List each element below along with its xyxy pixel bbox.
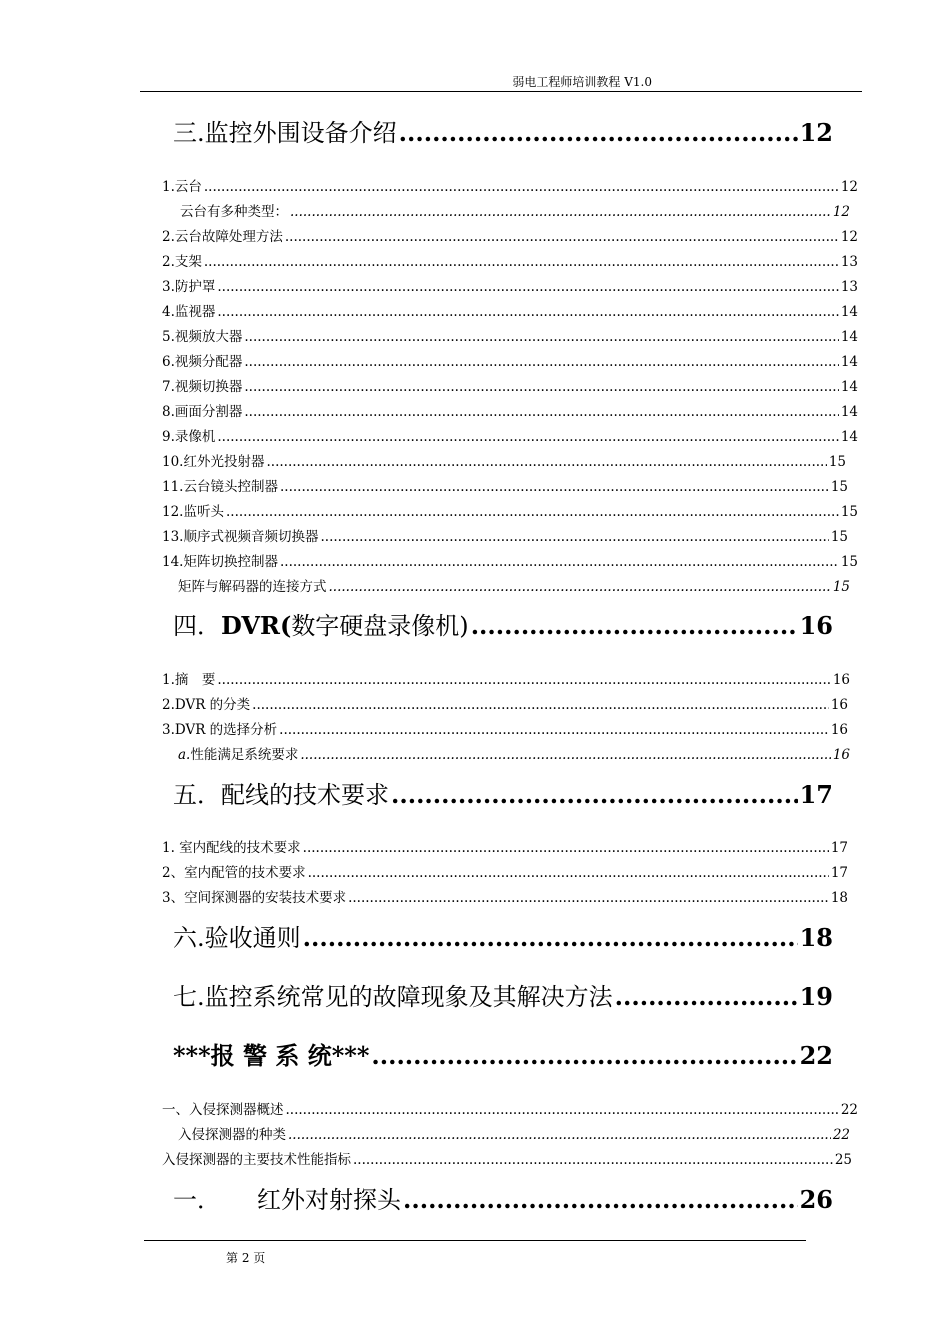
toc-heading-s3[interactable] bbox=[173, 118, 833, 148]
toc-page-number: 16 bbox=[832, 747, 850, 763]
toc-heading-rest: 数字硬盘录像机) bbox=[291, 612, 469, 640]
toc-heading-s8[interactable] bbox=[173, 1041, 833, 1071]
toc-leader bbox=[266, 453, 826, 471]
toc-item[interactable] bbox=[162, 428, 858, 446]
toc-leader bbox=[308, 864, 829, 882]
toc-heading-prefix: 四． bbox=[173, 612, 221, 640]
toc-item-title: 4.监视器 bbox=[162, 304, 216, 320]
toc-leader bbox=[399, 118, 798, 148]
toc-leader bbox=[226, 503, 839, 521]
toc-item-title: 2.DVR 的分类 bbox=[162, 697, 251, 713]
toc-leader bbox=[285, 228, 839, 246]
toc-page-number: 14 bbox=[840, 329, 858, 345]
toc-item[interactable] bbox=[162, 303, 858, 321]
toc-page-number: 15 bbox=[840, 554, 858, 570]
toc-heading-s6[interactable] bbox=[173, 923, 833, 953]
toc-page-number: 12 bbox=[840, 229, 858, 245]
toc-leader bbox=[391, 780, 798, 810]
toc-leader bbox=[217, 278, 838, 296]
toc-page-number: 14 bbox=[840, 379, 858, 395]
toc-item-title: 入侵探测器的主要技术性能指标 bbox=[162, 1152, 351, 1168]
toc-page-number: 14 bbox=[840, 429, 858, 445]
toc-item-title: 2、室内配管的技术要求 bbox=[162, 865, 306, 881]
toc-leader bbox=[286, 1101, 839, 1119]
toc-leader bbox=[300, 746, 830, 764]
toc-item-title: 6.视频分配器 bbox=[162, 354, 243, 370]
toc-item-title: 12.监听头 bbox=[162, 504, 224, 520]
toc-page-number: 22 bbox=[840, 1102, 858, 1118]
toc-heading-title: 六.验收通则 bbox=[173, 924, 301, 952]
toc-leader bbox=[280, 553, 839, 571]
toc-heading-title: 一． 红外对射探头 bbox=[173, 1186, 401, 1214]
toc-item[interactable] bbox=[162, 721, 848, 739]
toc-item-title: 11.云台镜头控制器 bbox=[162, 479, 278, 495]
toc-heading-title: 七.监控系统常见的故障现象及其解决方法 bbox=[173, 983, 613, 1011]
toc-leader bbox=[217, 671, 830, 689]
page-footer: 第 2 页 bbox=[226, 1251, 266, 1265]
toc-subitem[interactable] bbox=[178, 578, 850, 596]
toc-item-title: 一、入侵探测器概述 bbox=[162, 1102, 284, 1118]
toc-leader bbox=[204, 178, 839, 196]
toc-page-number: 15 bbox=[830, 479, 848, 495]
toc-item[interactable] bbox=[162, 889, 848, 907]
toc-page-number: 17 bbox=[830, 840, 848, 856]
toc-item-title: 5.视频放大器 bbox=[162, 329, 243, 345]
toc-leader bbox=[303, 839, 829, 857]
toc-heading-title: 三.监控外围设备介绍 bbox=[173, 119, 397, 147]
toc-page-number: 26 bbox=[799, 1185, 833, 1214]
toc-page-number: 15 bbox=[832, 579, 850, 595]
toc-page-number: 18 bbox=[799, 923, 833, 952]
toc-heading-title: ***报 警 系 统*** bbox=[173, 1041, 370, 1070]
toc-page-number: 12 bbox=[799, 118, 833, 147]
toc-item-title: 1. 室内配线的技术要求 bbox=[162, 840, 301, 856]
toc-subitem[interactable] bbox=[178, 746, 850, 764]
toc-item[interactable] bbox=[162, 503, 858, 521]
toc-item[interactable] bbox=[162, 353, 858, 371]
toc-item[interactable] bbox=[162, 378, 858, 396]
toc-item-prefix: a. bbox=[178, 747, 191, 763]
toc-leader bbox=[217, 303, 838, 321]
toc-item[interactable] bbox=[162, 278, 858, 296]
toc-item-text: 性能满足系统要求 bbox=[190, 747, 299, 763]
toc-page-number: 14 bbox=[840, 304, 858, 320]
toc-item[interactable] bbox=[162, 328, 858, 346]
toc-page-number: 22 bbox=[832, 1127, 850, 1143]
toc-item-title: 13.顺序式视频音频切换器 bbox=[162, 529, 319, 545]
toc-item-title: 3.防护罩 bbox=[162, 279, 216, 295]
toc-heading-bold: DVR( bbox=[221, 611, 292, 640]
toc-subitem[interactable] bbox=[178, 1126, 850, 1144]
toc-leader bbox=[217, 428, 838, 446]
toc-page-number: 19 bbox=[799, 982, 833, 1011]
toc-item[interactable] bbox=[162, 1101, 858, 1119]
toc-item[interactable] bbox=[162, 553, 858, 571]
toc-page-number: 13 bbox=[840, 279, 858, 295]
toc-leader bbox=[615, 982, 798, 1012]
toc-leader bbox=[244, 403, 838, 421]
toc-item[interactable] bbox=[162, 403, 858, 421]
toc-leader bbox=[290, 203, 831, 221]
toc-item-title: 8.画面分割器 bbox=[162, 404, 243, 420]
header-rule bbox=[140, 91, 862, 92]
toc-item-title: 1.摘 要 bbox=[162, 672, 216, 688]
toc-item[interactable] bbox=[162, 671, 850, 689]
toc-item-title: 矩阵与解码器的连接方式 bbox=[178, 579, 327, 595]
toc-leader bbox=[329, 578, 831, 596]
toc-leader bbox=[279, 721, 829, 739]
toc-page-number: 13 bbox=[840, 254, 858, 270]
toc-item-title: 7.视频切换器 bbox=[162, 379, 243, 395]
toc-item-title: 2.支架 bbox=[162, 254, 202, 270]
toc-page-number: 14 bbox=[840, 354, 858, 370]
toc-item[interactable] bbox=[162, 528, 848, 546]
toc-item-title: 3、空间探测器的安装技术要求 bbox=[162, 890, 347, 906]
toc-page-number: 22 bbox=[799, 1041, 833, 1070]
toc-page-number: 17 bbox=[830, 865, 848, 881]
toc-page-number: 17 bbox=[799, 780, 833, 809]
toc-leader bbox=[471, 611, 798, 641]
toc-heading-title: 五．配线的技术要求 bbox=[173, 781, 389, 809]
toc-page-number: 16 bbox=[799, 611, 833, 640]
toc-leader bbox=[320, 528, 828, 546]
toc-item[interactable] bbox=[162, 696, 848, 714]
toc-item[interactable] bbox=[162, 178, 858, 196]
toc-item-title: 3.DVR 的选择分析 bbox=[162, 722, 278, 738]
toc-leader bbox=[353, 1151, 833, 1169]
toc-subitem[interactable] bbox=[180, 203, 850, 221]
footer-rule bbox=[144, 1240, 806, 1241]
toc-leader bbox=[204, 253, 839, 271]
toc-leader bbox=[252, 696, 829, 714]
toc-item-title: 1.云台 bbox=[162, 179, 202, 195]
toc-heading-s5[interactable] bbox=[173, 780, 833, 810]
toc-page-number: 15 bbox=[840, 504, 858, 520]
toc-item-title: 云台有多种类型： bbox=[180, 204, 288, 220]
toc-item-title: 9.录像机 bbox=[162, 429, 216, 445]
toc-page-number: 15 bbox=[830, 529, 848, 545]
toc-item[interactable] bbox=[162, 228, 858, 246]
toc-page-number: 18 bbox=[830, 890, 848, 906]
toc-item-title: 14.矩阵切换控制器 bbox=[162, 554, 278, 570]
toc-page-number: 16 bbox=[830, 697, 848, 713]
toc-heading-title bbox=[173, 611, 469, 641]
toc-leader bbox=[288, 1126, 831, 1144]
toc-heading-s7[interactable] bbox=[173, 982, 833, 1012]
toc-leader bbox=[244, 353, 838, 371]
toc-page-number: 16 bbox=[830, 722, 848, 738]
toc-page-number: 12 bbox=[832, 204, 850, 220]
toc-item[interactable] bbox=[162, 478, 848, 496]
toc-item[interactable] bbox=[162, 864, 848, 882]
toc-leader bbox=[280, 478, 829, 496]
toc-item[interactable] bbox=[162, 839, 848, 857]
toc-leader bbox=[303, 923, 798, 953]
toc-heading-s4[interactable] bbox=[173, 611, 833, 641]
page-header: 弱电工程师培训教程 V1.0 bbox=[512, 75, 652, 89]
toc-leader bbox=[244, 378, 838, 396]
toc-leader bbox=[348, 889, 829, 907]
toc-page-number: 15 bbox=[828, 454, 846, 470]
toc-item-title: 2.云台故障处理方法 bbox=[162, 229, 283, 245]
toc-leader bbox=[371, 1041, 797, 1071]
toc-item-title bbox=[178, 746, 298, 764]
toc-item[interactable] bbox=[162, 453, 846, 471]
toc-leader bbox=[403, 1185, 798, 1215]
toc-page-number: 12 bbox=[840, 179, 858, 195]
toc-item[interactable] bbox=[162, 253, 858, 271]
toc-heading-s9[interactable] bbox=[173, 1185, 833, 1215]
toc-item-title: 10.红外光投射器 bbox=[162, 454, 265, 470]
toc-item[interactable] bbox=[162, 1151, 852, 1169]
toc-item-title: 入侵探测器的种类 bbox=[178, 1127, 286, 1143]
toc-page-number: 16 bbox=[832, 672, 850, 688]
toc-leader bbox=[244, 328, 838, 346]
toc-page-number: 14 bbox=[840, 404, 858, 420]
toc-page-number: 25 bbox=[834, 1152, 852, 1168]
